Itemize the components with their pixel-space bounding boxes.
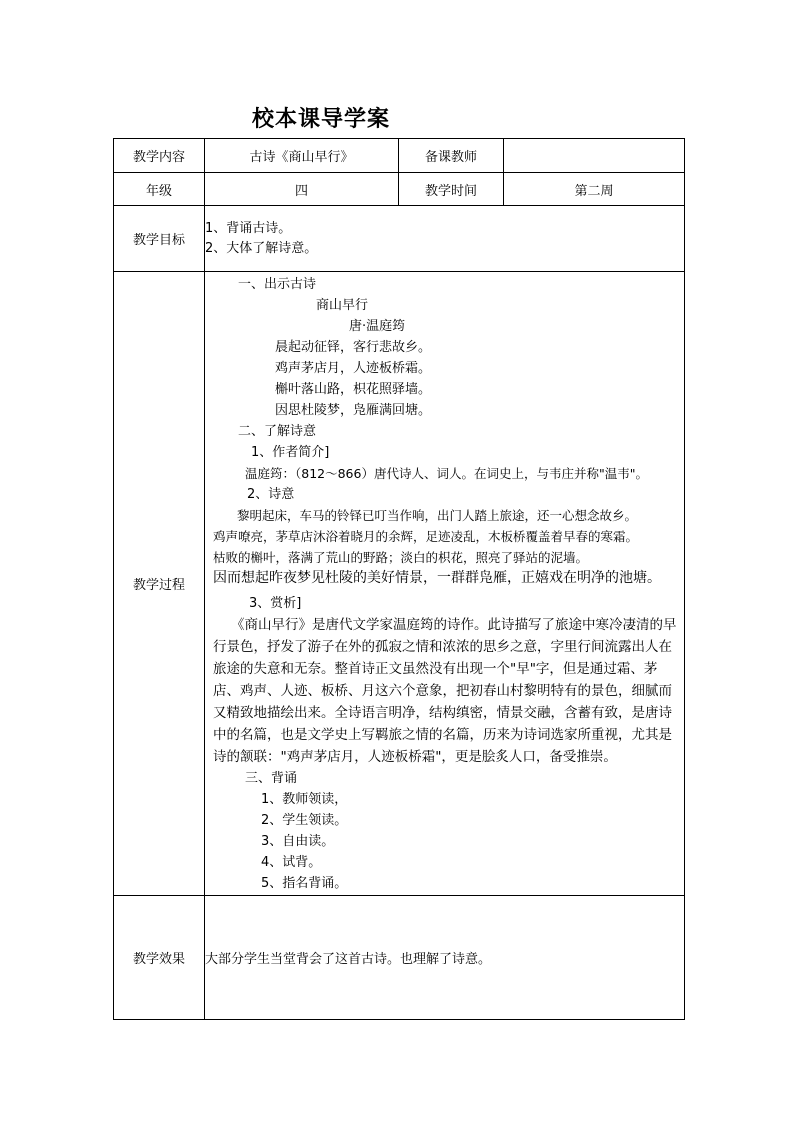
label-teacher: 备课教师	[399, 139, 504, 173]
poem-line: 槲叶落山路，枳花照驿墙。	[275, 381, 432, 397]
goal-item: 1、背诵古诗。	[205, 220, 292, 236]
meaning-line: 鸡声嘹亮，茅草店沐浴着晓月的余辉，足迹凌乱，木板桥覆盖着早春的寒霜。	[213, 528, 639, 544]
value-time: 第二周	[504, 173, 685, 206]
row-grade	[114, 173, 685, 206]
poem-author: 唐·温庭筠	[349, 318, 406, 334]
label-goals: 教学目标	[114, 206, 205, 272]
goals-cell	[205, 206, 685, 272]
poem-line: 晨起动征铎，客行悲故乡。	[275, 339, 432, 355]
label-process: 教学过程	[114, 272, 205, 896]
sub-heading: 1、作者简介]	[251, 444, 330, 460]
recite-step: 1、教师领读，	[261, 791, 348, 807]
poem-title: 商山早行	[316, 297, 369, 313]
section-heading: 三、背诵	[245, 770, 298, 786]
recite-step: 5、指名背诵。	[261, 875, 348, 891]
page-title: 校本课导学案	[252, 106, 391, 132]
row-goals	[114, 206, 685, 272]
goal-item: 2、大体了解诗意。	[205, 240, 318, 256]
value-grade: 四	[205, 173, 399, 206]
label-grade: 年级	[114, 173, 205, 206]
row-process	[114, 272, 685, 896]
lesson-plan-table	[113, 138, 685, 1020]
sub-heading: 2、诗意	[247, 486, 295, 502]
author-intro: 温庭筠：（812～866）唐代诗人、词人。在词史上，与韦庄并称"温韦"。	[245, 465, 648, 481]
appreciation-text: 《商山早行》是唐代文学家温庭筠的诗作。此诗描写了旅途中寒冷凄清的早行景色，抒发了游子在外的孤寂之情和浓浓的思乡之意，字里行间流露出人在旅途的失意和无奈。整首诗正文虽然没有出现一个"早"字，但是通过霜、茅店、鸡声、人迹、板桥、月这六个意象，把初春山村黎明特有的景色，细腻而又精致地描绘出来。全诗语言明净，结构缜密，情景交融，含蓄有致，是唐诗中的名篇，也是文学史上写羁旅之情的名篇，历来为诗词选家所重视，尤其是诗的颔联："鸡声茅店月，人迹板桥霜"，更是脍炙人口，备受推崇。	[213, 616, 677, 765]
sub-heading: 3、赏析]	[249, 595, 302, 611]
label-content: 教学内容	[114, 139, 205, 173]
poem-line: 鸡声茅店月，人迹板桥霜。	[275, 360, 432, 376]
poem-line: 因思杜陵梦，凫雁满回塘。	[275, 402, 432, 418]
meaning-line: 因而想起昨夜梦见杜陵的美好情景，一群群凫雁，正嬉戏在明净的池塘。	[213, 569, 661, 586]
value-teacher	[504, 139, 685, 173]
meaning-line: 黎明起床，车马的铃铎已叮当作响，出门人踏上旅途，还一心想念故乡。	[237, 507, 638, 523]
recite-step: 3、自由读。	[261, 833, 335, 849]
process-cell	[205, 272, 685, 896]
row-content	[114, 139, 685, 173]
recite-step: 4、试背。	[261, 854, 322, 870]
label-time: 教学时间	[399, 173, 504, 206]
meaning-line: 枯败的槲叶，落满了荒山的野路；淡白的枳花，照亮了驿站的泥墙。	[213, 549, 589, 565]
recite-step: 2、学生领读。	[261, 812, 348, 828]
label-effect: 教学效果	[114, 896, 205, 1020]
value-content: 古诗《商山早行》	[205, 139, 399, 173]
row-effect	[114, 896, 685, 1020]
section-heading: 二、了解诗意	[238, 423, 317, 439]
effect-text: 大部分学生当堂背会了这首古诗。也理解了诗意。	[205, 896, 685, 1020]
section-heading: 一、出示古诗	[238, 276, 317, 292]
